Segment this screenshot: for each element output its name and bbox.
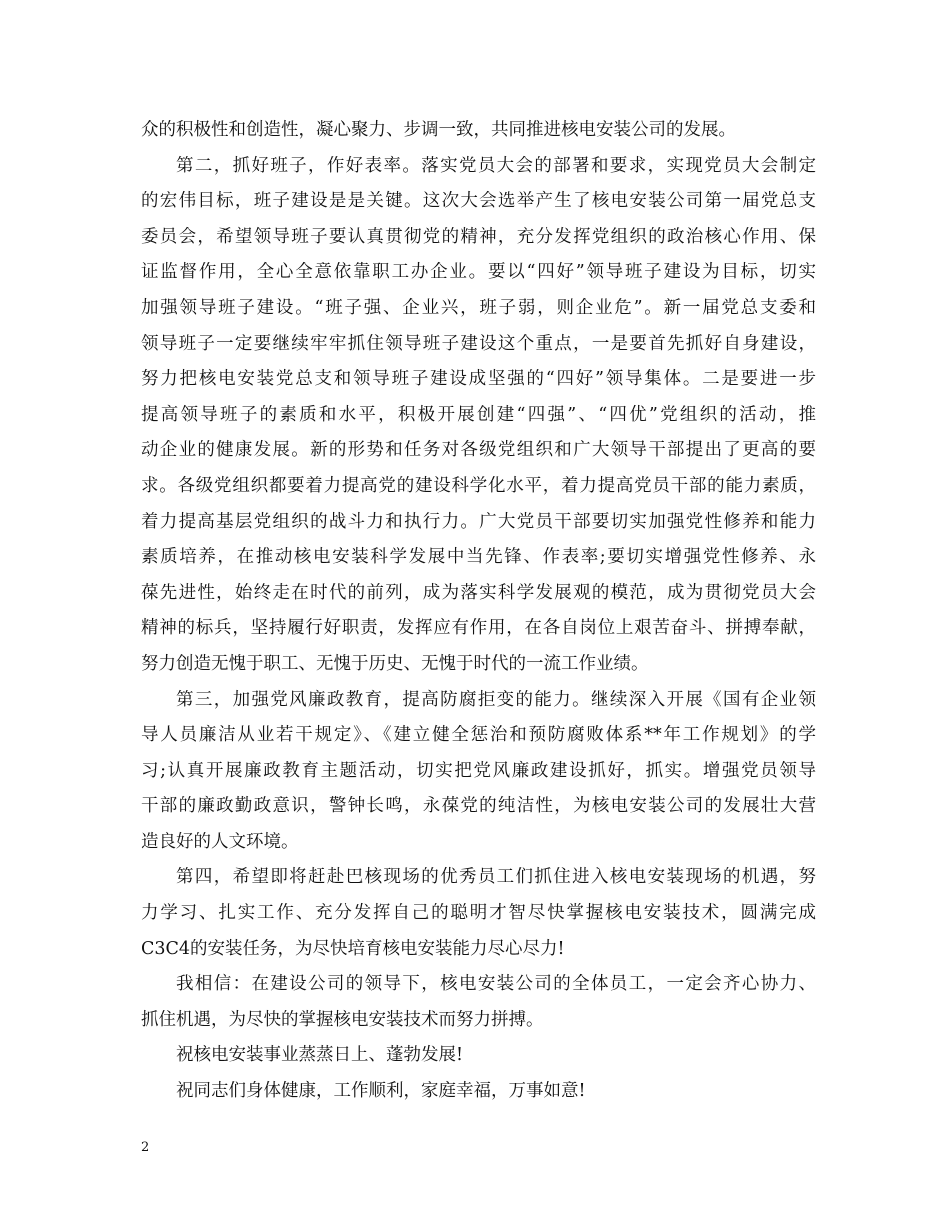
page-number: 2 xyxy=(141,1140,150,1155)
text-line: 力学习、扎实工作、充分发挥自己的聪明才智尽快掌握核电安装技术，圆满完成 xyxy=(141,903,816,924)
text-line: 领导班子一定要继续牢牢抓住领导班子建设这个重点，一是要首先抓好自身建设， xyxy=(141,333,816,354)
text-line: 动企业的健康发展。新的形势和任务对各级党组织和广大领导干部提出了更高的要 xyxy=(141,440,816,461)
text-line: 素质培养，在推动核电安装科学发展中当先锋、作表率;要切实增强党性修养、永 xyxy=(141,547,816,568)
text-line: 抓住机遇，为尽快的掌握核电安装技术而努力拼搏。 xyxy=(141,1009,544,1030)
text-line: 第三，加强党风廉政教育，提高防腐拒变的能力。继续深入开展《国有企业领 xyxy=(176,689,816,710)
text-line: C3C4的安装任务，为尽快培育核电安装能力尽心尽力! xyxy=(141,938,565,959)
text-line: 证监督作用，全心全意依靠职工办企业。要以“四好”领导班子建设为目标，切实 xyxy=(141,262,816,283)
text-line: 的宏伟目标，班子建设是是关键。这次大会选举产生了核电安装公司第一届党总支 xyxy=(141,191,816,212)
text-line: 祝同志们身体健康，工作顺利，家庭幸福，万事如意! xyxy=(176,1081,586,1102)
text-line: 努力把核电安装党总支和领导班子建设成坚强的“四好”领导集体。二是要进一步 xyxy=(141,369,816,390)
text-line: 祝核电安装事业蒸蒸日上、蓬勃发展! xyxy=(176,1045,464,1066)
text-line: 造良好的人文环境。 xyxy=(141,831,299,852)
text-line: 习;认真开展廉政教育主题活动，切实把党风廉政建设抓好，抓实。增强党员领导 xyxy=(141,760,816,781)
document-body xyxy=(141,113,816,1110)
text-line: 加强领导班子建设。“班子强、企业兴，班子弱，则企业危”。新一届党总支委和 xyxy=(141,297,816,318)
text-line: 第二，抓好班子，作好表率。落实党员大会的部署和要求，实现党员大会制定 xyxy=(176,155,816,176)
text-line: 我相信：在建设公司的领导下，核电安装公司的全体员工，一定会齐心协力、 xyxy=(176,974,816,995)
text-line: 努力创造无愧于职工、无愧于历史、无愧于时代的一流工作业绩。 xyxy=(141,653,649,674)
text-line: 葆先进性，始终走在时代的前列，成为落实科学发展观的模范，成为贯彻党员大会 xyxy=(141,582,816,603)
text-line: 求。各级党组织都要着力提高党的建设科学化水平，着力提高党员干部的能力素质， xyxy=(141,475,816,496)
text-line: 导人员廉洁从业若干规定》、《建立健全惩治和预防腐败体系**年工作规划》的学 xyxy=(141,725,816,746)
text-line: 着力提高基层党组织的战斗力和执行力。广大党员干部要切实加强党性修养和能力 xyxy=(141,511,816,532)
text-line: 精神的标兵，坚持履行好职责，发挥应有作用，在各自岗位上艰苦奋斗、拼搏奉献， xyxy=(141,618,816,639)
text-line: 第四，希望即将赶赴巴核现场的优秀员工们抓住进入核电安装现场的机遇，努 xyxy=(176,867,816,888)
text-line: 众的积极性和创造性，凝心聚力、步调一致，共同推进核电安装公司的发展。 xyxy=(141,120,736,140)
text-line: 委员会，希望领导班子要认真贯彻党的精神，充分发挥党组织的政治核心作用、保 xyxy=(141,226,816,247)
text-line: 提高领导班子的素质和水平，积极开展创建“四强”、“四优”党组织的活动，推 xyxy=(141,404,816,425)
text-line: 干部的廉政勤政意识，警钟长鸣，永葆党的纯洁性，为核电安装公司的发展壮大营 xyxy=(141,796,816,817)
